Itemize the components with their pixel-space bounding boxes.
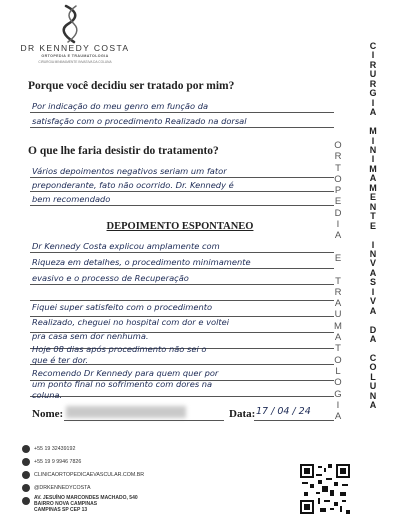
- vertical-specialty-text: [331, 140, 345, 422]
- vertical-specialty-letter: R: [334, 151, 342, 163]
- vertical-tagline-letter: E: [369, 220, 376, 231]
- contact-phone-2: +55 19 9 9946 7826: [34, 459, 82, 465]
- vertical-tagline-letter: A: [369, 400, 377, 411]
- testimonial-line-10: um ponto final no sofrimento com dores na: [32, 379, 213, 389]
- vertical-tagline-letter: I: [371, 97, 375, 108]
- vertical-tagline-letter: A: [369, 305, 377, 316]
- answer-1-line-2: satisfação com o procedimento Realizado na dorsal: [32, 116, 247, 126]
- name-label: Nome:: [32, 408, 64, 420]
- vertical-specialty-letter: A: [334, 411, 342, 423]
- logo-spine-icon: [56, 4, 86, 44]
- vertical-specialty-letter: O: [334, 140, 342, 151]
- testimonial-line-9: Recomendo Dr Kennedy para quem quer por: [32, 368, 219, 378]
- contact-instagram[interactable]: @DRKENNEDYCOSTA: [34, 485, 91, 491]
- date-value: 17 / 04 / 24: [256, 406, 311, 417]
- vertical-tagline-letter: R: [369, 59, 377, 70]
- vertical-specialty-letter: E: [334, 196, 342, 208]
- vertical-specialty-letter: T: [335, 343, 341, 355]
- brand-specialty: ORTOPEDIA E TRAUMATOLOGIA: [41, 54, 109, 58]
- instagram-icon: [22, 484, 30, 492]
- question-2-title: O que lhe faria desistir do tratamento?: [28, 145, 219, 157]
- vertical-specialty-letter: O: [334, 377, 342, 389]
- vertical-specialty-letter: G: [334, 388, 342, 400]
- vertical-specialty-letter: I: [336, 399, 340, 411]
- vertical-tagline-letter: U: [369, 69, 377, 80]
- globe-icon: [22, 471, 30, 479]
- name-redacted: [66, 406, 186, 418]
- question-1-title: Porque você decidiu ser tratado por mim?: [28, 80, 235, 92]
- vertical-specialty-letter: O: [334, 173, 342, 185]
- vertical-specialty-letter: A: [334, 230, 342, 242]
- vertical-tagline-letter: A: [369, 334, 377, 345]
- testimonial-line-1: Dr Kennedy Costa explicou amplamente com: [32, 241, 220, 251]
- contact-address-line-1: AV. JESUÍNO MARCONDES MACHADO, 540: [34, 495, 138, 501]
- answer-2-line-2: preponderante, fato não ocorrido. Dr. Kennedy é: [32, 180, 234, 190]
- date-label: Data:: [229, 408, 256, 420]
- testimonial-line-8: que é ter dor.: [32, 355, 89, 365]
- vertical-tagline-letter: R: [369, 78, 377, 89]
- vertical-specialty-letter: L: [335, 365, 341, 377]
- brand-tagline: CIRURGIA MINIMAMENTE INVASIVA DA COLUNA: [38, 60, 112, 64]
- vertical-tagline-letter: O: [369, 362, 377, 373]
- answer-2-line-1: Vários depoimentos negativos seriam um fator: [32, 166, 227, 176]
- contact-phone-1: +55 19 32439192: [34, 446, 76, 452]
- vertical-specialty-letter: O: [334, 354, 342, 366]
- testimonial-line-11: coluna.: [32, 390, 63, 400]
- vertical-specialty-letter: D: [334, 207, 342, 219]
- testimonial-line-3: evasivo e o processo de Recuperação: [32, 273, 189, 283]
- contact-site[interactable]: CLINICAORTOPEDICAEVASCULAR.COM.BR: [34, 472, 145, 478]
- vertical-tagline-letter: I: [371, 154, 375, 165]
- phone-icon: [22, 445, 30, 453]
- vertical-specialty-letter: [337, 242, 340, 253]
- vertical-tagline-letter: E: [369, 192, 376, 203]
- vertical-tagline-letter: G: [369, 88, 377, 99]
- answer-1-line-1: Por indicação do meu genro em função da: [32, 101, 209, 111]
- vertical-specialty-letter: U: [334, 309, 342, 321]
- vertical-tagline-letter: N: [369, 144, 377, 155]
- vertical-tagline-letter: D: [369, 324, 377, 335]
- vertical-specialty-letter: T: [335, 275, 341, 287]
- brand-name: DR KENNEDY COSTA: [20, 43, 130, 53]
- vertical-specialty-letter: A: [334, 298, 342, 310]
- vertical-tagline-letter: N: [369, 201, 377, 212]
- vertical-specialty-letter: A: [334, 332, 342, 344]
- contact-address-line-2: BAIRRO NOVA CAMPINAS: [34, 501, 98, 507]
- vertical-tagline-letter: C: [369, 41, 377, 51]
- vertical-specialty-letter: [337, 264, 340, 275]
- location-pin-icon: [22, 497, 30, 505]
- vertical-tagline-letter: M: [369, 163, 377, 174]
- contact-address-line-3: CAMPINAS SP CEP 13: [34, 507, 88, 513]
- vertical-tagline-letter: N: [369, 390, 377, 401]
- vertical-tagline-letter: A: [369, 267, 377, 278]
- vertical-tagline-letter: A: [369, 107, 377, 118]
- whatsapp-icon: [22, 458, 30, 466]
- vertical-tagline-letter: V: [369, 296, 376, 307]
- vertical-tagline-letter: M: [369, 126, 377, 137]
- testimonial-line-6: pra casa sem dor nenhuma.: [32, 331, 149, 341]
- answer-2-line-3: bem recomendado: [32, 194, 111, 204]
- vertical-tagline-letter: S: [369, 277, 376, 288]
- vertical-tagline-letter: M: [369, 182, 377, 193]
- vertical-tagline-letter: L: [370, 371, 376, 382]
- testimonial-line-7: Hoje 08 dias após procedimento não sei o: [32, 344, 207, 354]
- testimonial-title: DEPOIMENTO ESPONTANEO: [106, 221, 254, 232]
- qr-code-icon[interactable]: [300, 464, 350, 514]
- vertical-tagline-letter: I: [371, 135, 375, 146]
- vertical-specialty-letter: R: [334, 286, 342, 298]
- testimonial-line-4: Fiquei super satisfeito com o procedimento: [32, 302, 213, 312]
- testimonial-line-2: Riqueza em detalhes, o procedimento minimamente: [32, 257, 251, 267]
- vertical-tagline-letter: N: [369, 248, 377, 259]
- vertical-tagline-letter: I: [371, 286, 375, 297]
- vertical-specialty-letter: T: [335, 162, 341, 174]
- vertical-tagline-letter: U: [369, 381, 377, 392]
- testimonial-line-5: Realizado, cheguei no hospital com dor e voltei: [32, 317, 230, 327]
- vertical-tagline-letter: T: [370, 211, 376, 222]
- vertical-tagline-letter: I: [371, 50, 375, 61]
- vertical-specialty-letter: P: [334, 185, 342, 197]
- vertical-tagline-text: [366, 42, 380, 411]
- vertical-tagline-letter: V: [369, 258, 376, 269]
- vertical-specialty-letter: E: [334, 252, 342, 264]
- vertical-tagline-letter: C: [369, 352, 377, 363]
- vertical-specialty-letter: I: [336, 219, 340, 231]
- vertical-tagline-letter: I: [371, 239, 375, 250]
- vertical-specialty-letter: M: [334, 320, 342, 332]
- vertical-tagline-letter: A: [369, 173, 377, 184]
